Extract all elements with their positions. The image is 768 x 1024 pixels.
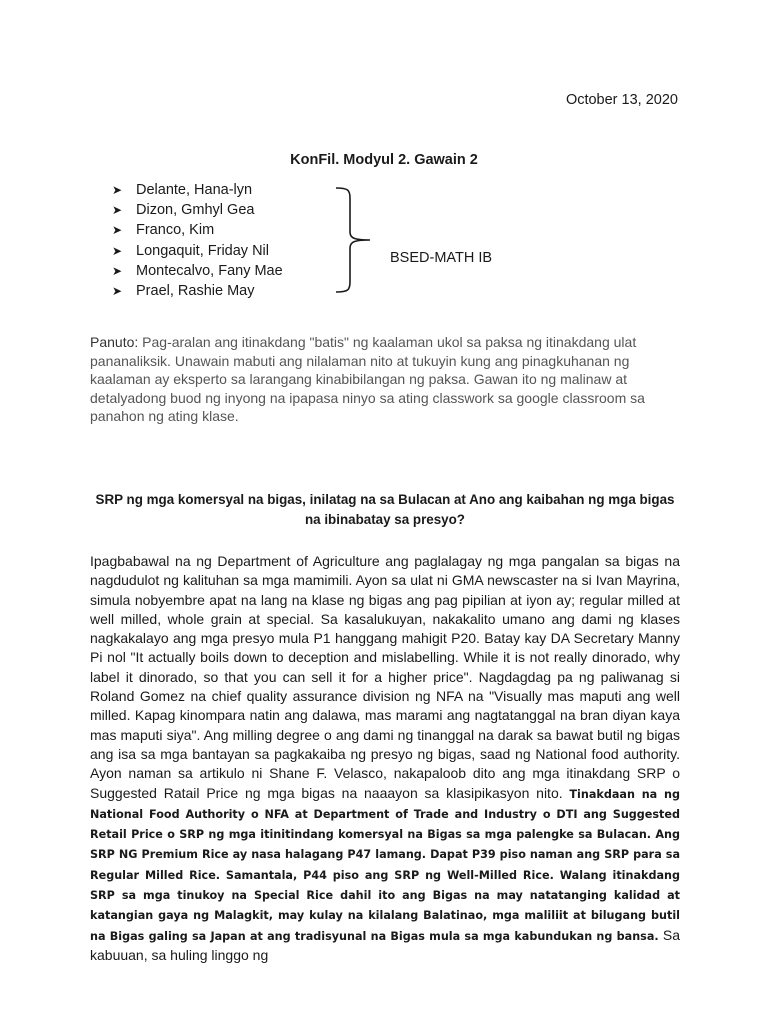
- arrow-bullet-icon: ➤: [112, 223, 123, 238]
- member-item: [112, 220, 283, 240]
- member-item: [112, 241, 283, 261]
- instructions-text: Pag-aralan ang itinakdang "batis" ng kaalaman ukol sa paksa ng itinakdang ulat pananaliksik. Unawain mabuti ang nilalaman nito at tukuyin kung ang pinagkuhanan ng kaalaman ay eksperto sa larangang kinabibilangan ng paksa. Gawan ito ng malinaw at detalyadong buod ng inyong na ipapasa ninyo sa ating classwork sa google classroom sa panahon ng ating klase.: [90, 334, 645, 425]
- article-body: [90, 552, 680, 965]
- member-name: Montecalvo, Fany Mae: [136, 262, 283, 279]
- member-name: Longaquit, Friday Nil: [136, 242, 269, 259]
- arrow-bullet-icon: ➤: [112, 243, 123, 258]
- member-name: Franco, Kim: [136, 222, 215, 239]
- member-item: [112, 180, 283, 200]
- section-label: BSED-MATH IB: [390, 250, 493, 266]
- arrow-bullet-icon: ➤: [112, 263, 123, 278]
- member-item: [112, 200, 283, 220]
- instructions-label: Panuto:: [90, 334, 139, 350]
- member-name: Delante, Hana-lyn: [136, 182, 253, 198]
- member-name: Dizon, Gmhyl Gea: [136, 202, 255, 219]
- body-text-part1: Ipagbabawal na ng Department of Agriculture ang paglalagay ng mga pangalan sa bigas na nagdudulot ng kalituhan sa mga mamimili. Ayon sa ulat ni GMA newscaster na si Ivan Mayrina, simula nobyembre apat na lang na klase ng bigas ang pag pipilian at iyon ay; regular milled at well milled, whole grain at special. Sa kasalukuyan, nakakalito umano ang dami ng klases nagkakalayo ang mga presyo mula P1 hanggang mahigit P20. Batay kay DA Secretary Manny Pi nol "It actually boils down to deception and mislabelling. While it is not really dinorado, why label it dinorado, so that you can sell it for a higher price". Nagdagdag pa ng paliwanag si Roland Gomez na chief quality assurance division ng NFA na "Visually mas maputi ang well milled. Kapag kinompara natin ang dalawa, mas marami ang nagtatanggal na bran diyan kaya mas maputi siya". Ang milling degree o ang dami ng tinanggal na darak sa bawat butil ng bigas ang isa sa mga bantayan sa pagkakaiba ng presyo ng bigas, saad ng National food authority. Ayon naman sa artikulo ni Shane F. Velasco, nakapaloob dito ang mga itinakdang SRP o Suggested Ratail Price ng mga bigas na naaayon sa klasipikasyon nito.: [90, 553, 680, 801]
- member-item: [112, 261, 283, 281]
- article-heading: SRP ng mga komersyal na bigas, inilatag na sa Bulacan at Ano ang kaibahan ng mga bigas na ibinabatay sa presyo?: [95, 492, 675, 527]
- arrow-bullet-icon: ➤: [112, 203, 123, 218]
- member-name: Prael, Rashie May: [136, 283, 255, 300]
- document-date: October 13, 2020: [565, 92, 678, 108]
- arrow-bullet-icon: ➤: [112, 183, 123, 197]
- body-text-part2: Sa kabuuan, sa huling linggo ng: [90, 926, 681, 963]
- document-title: KonFil. Modyul 2. Gawain 2: [290, 152, 478, 168]
- member-list: [112, 180, 283, 301]
- body-text-bold: Tinakdaan na ng National Food Authority o NFA at Department of Trade and Industry o DTI ang Suggested Retail Price o SRP ng mga itinitindang komersyal na Bigas sa mga palengke sa Bulacan. Ang SRP NG Premium Rice ay nasa halagang P47 lamang. Dapat P39 piso naman ang SRP para sa Regular Milled Rice. Samantala, P44 piso ang SRP ng Well-Milled Rice. Walang itinakdang SRP sa mga tinukoy na Special Rice dahil ito ang Bigas na may natatanging kalidad at katangian gaya ng Malagkit, may kulay na kilalang Balatinao, mga maliliit at bilugang butil na Bigas galing sa Japan at ang tradisyunal na Bigas mula sa mga kabundukan ng bansa.: [90, 787, 680, 943]
- instructions-paragraph: [90, 333, 680, 426]
- arrow-bullet-icon: ➤: [112, 284, 123, 299]
- member-item: [112, 281, 283, 301]
- right-brace-icon: [334, 186, 374, 294]
